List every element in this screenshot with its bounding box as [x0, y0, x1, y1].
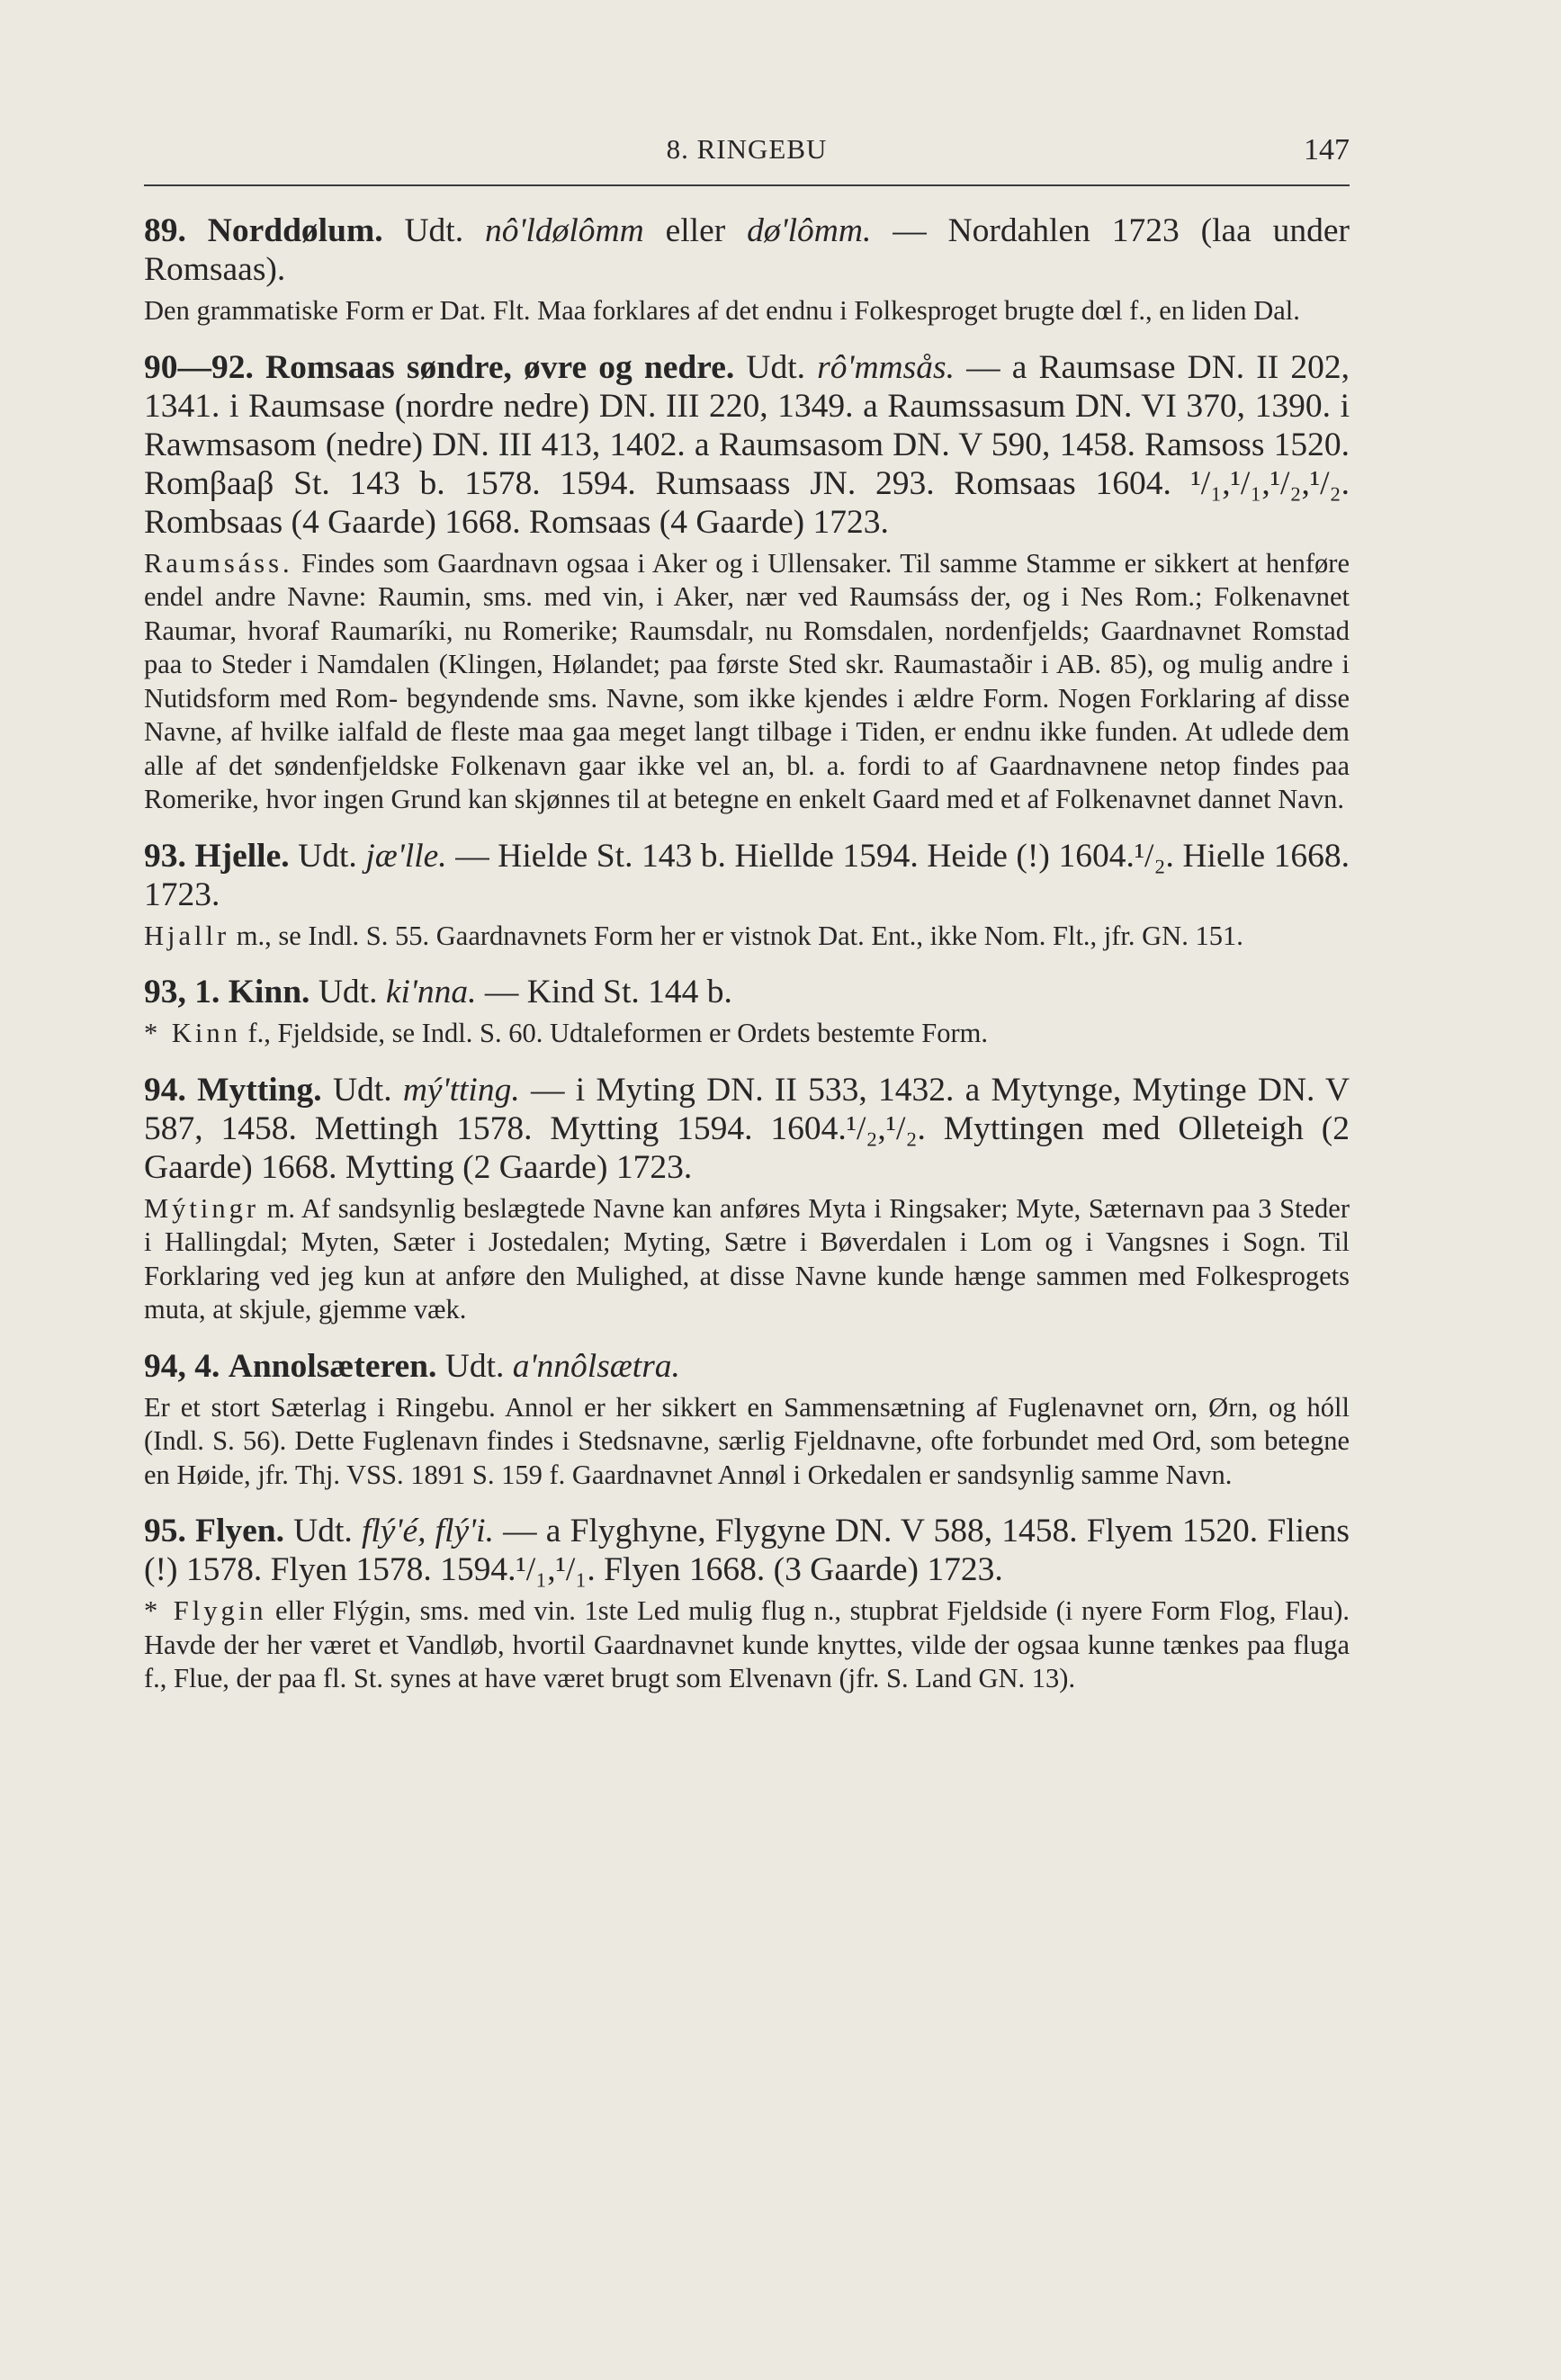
old-norse-form: Mýtingr — [144, 1192, 259, 1224]
entry-note — [144, 547, 1350, 817]
historical-forms: — Kind St. 144 b. — [484, 974, 732, 1010]
pronunciation: ki'nna. — [385, 974, 477, 1010]
farm-name: Flyen. — [195, 1513, 284, 1549]
pronunciation-label: Udt. — [404, 212, 464, 249]
farm-name: Mytting. — [197, 1071, 322, 1109]
old-norse-form: Hjallr — [144, 920, 230, 951]
pronunciation: mý'tting. — [402, 1071, 520, 1109]
running-header — [144, 133, 1350, 173]
pronunciation: nô'ldølômm — [484, 212, 644, 249]
entry-heading — [144, 837, 1350, 914]
pronunciation: flý'é, flý'i. — [361, 1513, 494, 1549]
entry-89 — [144, 211, 1350, 328]
old-norse-form: * Kinn — [144, 1018, 241, 1048]
old-norse-form: Raumsáss. — [144, 547, 293, 579]
section-title: 8. RINGEBU — [666, 133, 828, 165]
historical-forms: — a Raumsase DN. II 202, 1341. i Raumsase (nordre nedre) DN. III 220, 1349. a Raumssasum DN. VI 370, 1390. i Rawmsasom (nedre) DN. III 413, 1402. a Raumsasom DN. V 590, 1458. Ramsoss 1520. Romβaaβ St. 143 b. 1578. 1594. Rumsaass JN. 293. Romsaas 1604. ¹/₁,¹/₁,¹/₂,¹/₂. Rombsaas (4 Gaarde) 1668. Romsaas (4 Gaarde) 1723. — [144, 348, 1350, 541]
entry-heading — [144, 211, 1350, 289]
entry-number: 90—92. — [144, 348, 254, 386]
entry-heading — [144, 1071, 1350, 1187]
note-text: Findes som Gaardnavn ogsaa i Aker og i Ullensaker. Til samme Stamme er sikkert at henføre endel andre Navne: Raumin, sms. med vin, i Aker, nær ved Raumsáss der, og i Nes Rom.; Folkenavnet Raumar, hvoraf Raumaríki, nu Romerike; Raumsdalr, nu Romsdalen, nordenfjelds; Gaardnavnet Romstad paa to Steder i Namdalen (Klingen, Hølandet; paa første Sted skr. Raumastaðir i AB. 85), og mulig andre i Nutidsform med Rom- begyndende sms. Navne, som ikke kjendes i ældre Form. Nogen Forklaring af disse Navne, af hvilke ialfald de fleste maa gaa meget langt tilbage i Tiden, er endnu ikke funden. At udlede dem alle af det søndenfjeldske Folkenavn gaar ikke vel an, bl. a. fordi to af Gaardnavnene netop findes paa Romerike, hvor ingen Grund kan skjønnes til at betegne en enkelt Gaard med et af Folkenavnet dannet Navn. — [144, 547, 1350, 814]
entry-number: 94. — [144, 1071, 186, 1109]
pronunciation-label: Udt. — [332, 1071, 392, 1109]
entry-heading — [144, 1512, 1350, 1589]
pronunciation-alt: dø'lômm. — [747, 212, 872, 249]
entry-95 — [144, 1512, 1350, 1696]
farm-name: Kinn. — [228, 974, 310, 1010]
entry-number: 95. — [144, 1513, 186, 1549]
pronunciation-label: Udt. — [444, 1347, 505, 1385]
page-body — [144, 211, 1350, 1696]
note-text: eller Flýgin, sms. med vin. 1ste Led mulig flug n., stupbrat Fjeldside (i nyere Form Flog, Flau). Havde der her været et Vandløb, hvortil Gaardnavnet kunde knyttes, vilde der ogsaa kunne tænkes paa fluga f., Flue, der paa fl. St. synes at have været brugt som Elvenavn (jfr. S. Land GN. 13). — [144, 1595, 1350, 1693]
entry-note — [144, 1017, 1350, 1051]
old-norse-form: * Flygin — [144, 1595, 267, 1626]
farm-name: Annolsæteren. — [228, 1347, 437, 1385]
entry-93 — [144, 837, 1350, 954]
entry-heading — [144, 973, 1350, 1011]
entry-number: 93. — [144, 837, 186, 875]
pronunciation-label: Udt. — [318, 974, 378, 1010]
entry-heading — [144, 348, 1350, 542]
historical-forms: — i Myting DN. II 533, 1432. a Mytynge, Mytinge DN. V 587, 1458. Mettingh 1578. Mytting 1594. 1604.¹/₂,¹/₂. Myttingen med Olleteigh (2 Gaarde) 1668. Mytting (2 Gaarde) 1723. — [144, 1071, 1350, 1186]
entry-heading — [144, 1347, 1350, 1386]
entry-note — [144, 1594, 1350, 1696]
header-rule — [144, 184, 1350, 186]
entry-90-92 — [144, 348, 1350, 817]
pronunciation: a'nnôlsætra. — [512, 1347, 680, 1385]
pronunciation: jæ'lle. — [365, 837, 447, 875]
historical-forms: — Nordahlen 1723 (laa under Romsaas). — [144, 212, 1350, 288]
entry-number: 93, 1. — [144, 974, 220, 1010]
entry-note — [144, 920, 1350, 954]
entry-94-4 — [144, 1347, 1350, 1493]
entry-note — [144, 1192, 1350, 1327]
entry-number: 89. — [144, 212, 186, 249]
pronunciation-label: Udt. — [298, 837, 357, 875]
entry-94 — [144, 1071, 1350, 1327]
conjunction: eller — [665, 212, 726, 249]
farm-name: Norddølum. — [207, 212, 383, 249]
entry-93-1 — [144, 973, 1350, 1051]
pronunciation-label: Udt. — [293, 1513, 353, 1549]
note-text: m., se Indl. S. 55. Gaardnavnets Form her er vistnok Dat. Ent., ikke Nom. Flt., jfr. GN. 151. — [236, 920, 1243, 951]
farm-name: Hjelle. — [194, 837, 290, 875]
note-text: f., Fjeldside, se Indl. S. 60. Udtaleformen er Ordets bestemte Form. — [247, 1018, 988, 1048]
farm-name: Romsaas søndre, øvre og nedre. — [265, 348, 735, 386]
pronunciation-label: Udt. — [746, 348, 805, 386]
note-text: m. Af sandsynlig beslægtede Navne kan anføres Myta i Ringsaker; Myte, Sæternavn paa 3 Steder i Hallingdal; Myten, Sæter i Jostedalen; Myting, Sætre i Bøverdalen i Lom og i Vangsnes i Sogn. Til Forklaring ved jeg kun at anføre den Mulighed, at disse Navne kunde hænge sammen med Folkesprogets muta, at skjule, gjemme væk. — [144, 1192, 1350, 1325]
historical-forms: — a Flyghyne, Flygyne DN. V 588, 1458. Flyem 1520. Fliens (!) 1578. Flyen 1578. 1594.¹/₁,¹/₁. Flyen 1668. (3 Gaarde) 1723. — [144, 1513, 1350, 1588]
entry-note: Den grammatiske Form er Dat. Flt. Maa forklares af det endnu i Folkesproget brugte dœl f., en liden Dal. — [144, 295, 1300, 326]
historical-forms: — Hielde St. 143 b. Hiellde 1594. Heide (!) 1604.¹/₂. Hielle 1668. 1723. — [144, 837, 1350, 913]
pronunciation: rô'mmsås. — [817, 348, 955, 386]
entry-number: 94, 4. — [144, 1347, 220, 1385]
page-number: 147 — [1304, 133, 1350, 166]
entry-note: Er et stort Sæterlag i Ringebu. Annol er her sikkert en Sammensætning af Fuglenavnet orn, Ørn, og hóll (Indl. S. 56). Dette Fuglenavn findes i Stedsnavne, særlig Fjeldnavne, ofte forbundet med Ord, som betegne en Høide, jfr. Thj. VSS. 1891 S. 159 f. Gaardnavnet Annøl i Orkedalen er sandsynlig samme Navn. — [144, 1391, 1350, 1490]
